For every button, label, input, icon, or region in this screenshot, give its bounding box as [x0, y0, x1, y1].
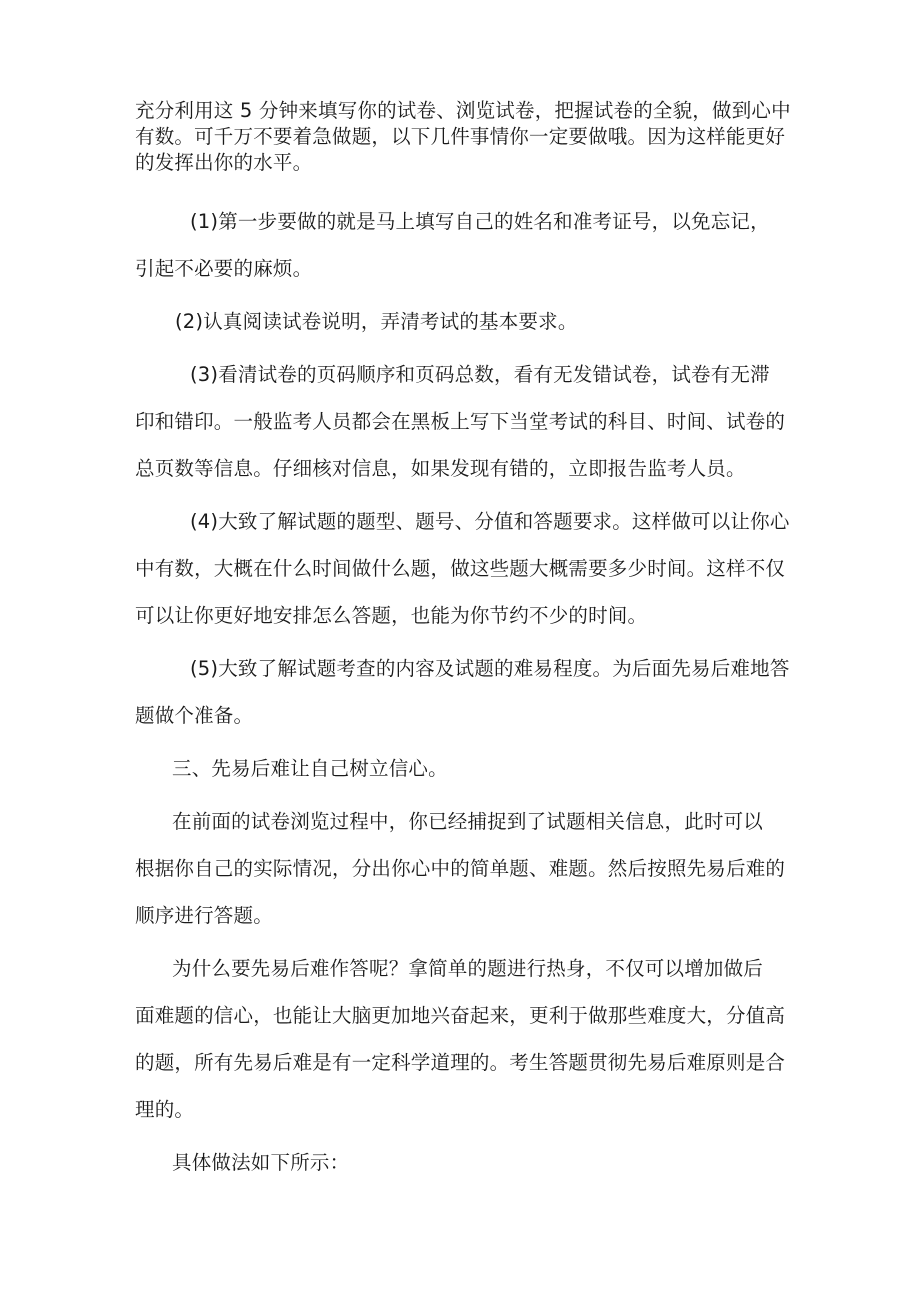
- text-line: 根据你自己的实际情况，分出你心中的简单题、难题。然后按照先易后难的: [135, 857, 786, 880]
- text-line: 充分利用这 5 分钟来填写你的试卷、浏览试卷，把握试卷的全貌，做到心中: [135, 99, 791, 122]
- text-line: (3)看清试卷的页码顺序和页码总数，看有无发错试卷，试卷有无滞: [190, 363, 770, 386]
- text-line: 中有数，大概在什么时间做什么题，做这些题大概需要多少时间。这样不仅: [135, 557, 786, 580]
- text-line: (5)大致了解试题考查的内容及试题的难易程度。为后面先易后难地答: [190, 657, 790, 680]
- text-line: (2)认真阅读试卷说明，弄清考试的基本要求。: [175, 310, 578, 333]
- text-line: 具体做法如下所示：: [172, 1151, 350, 1174]
- text-line: 可以让你更好地安排怎么答题，也能为你节约不少的时间。: [135, 604, 648, 627]
- text-line: 引起不必要的麻烦。: [135, 257, 313, 280]
- text-line: 为什么要先易后难作答呢？拿简单的题进行热身，不仅可以增加做后: [172, 957, 764, 980]
- text-line: 顺序进行答题。: [135, 904, 273, 927]
- text-line: 在前面的试卷浏览过程中，你已经捕捉到了试题相关信息，此时可以: [172, 810, 764, 833]
- text-line: 面难题的信心，也能让大脑更加地兴奋起来，更利于做那些难度大，分值高: [135, 1004, 786, 1027]
- body-paragraph-1: [135, 798, 790, 939]
- list-item-4: [135, 498, 790, 639]
- text-line: 印和错印。一般监考人员都会在黑板上写下当堂考试的科目、时间、试卷的: [135, 410, 786, 433]
- text-line: 的发挥出你的水平。: [135, 151, 313, 174]
- list-item-5: [135, 645, 790, 739]
- text-line: (4)大致了解试题的题型、题号、分值和答题要求。这样做可以让你心: [190, 510, 790, 533]
- text-line: (1)第一步要做的就是马上填写自己的姓名和准考证号，以免忘记，: [190, 210, 770, 233]
- body-paragraph-3: [135, 1139, 790, 1186]
- list-item-1: [135, 198, 790, 292]
- text-line: 总页数等信息。仔细核对信息，如果发现有错的，立即报告监考人员。: [135, 457, 746, 480]
- text-line: 题做个准备。: [135, 704, 254, 727]
- intro-paragraph: [135, 98, 790, 176]
- list-item-3: [135, 351, 790, 492]
- text-line: 的题，所有先易后难是有一定科学道理的。考生答题贯彻先易后难原则是合: [135, 1051, 786, 1074]
- text-line: 理的。: [135, 1098, 195, 1121]
- text-line: 三、先易后难让自己树立信心。: [172, 757, 448, 780]
- text-line: 有数。可千万不要着急做题，以下几件事情你一定要做哦。因为这样能更好: [135, 125, 786, 148]
- document-body: [135, 98, 790, 1186]
- list-item-2: [135, 298, 790, 345]
- body-paragraph-2: [135, 945, 790, 1133]
- section-heading-3: [135, 745, 790, 792]
